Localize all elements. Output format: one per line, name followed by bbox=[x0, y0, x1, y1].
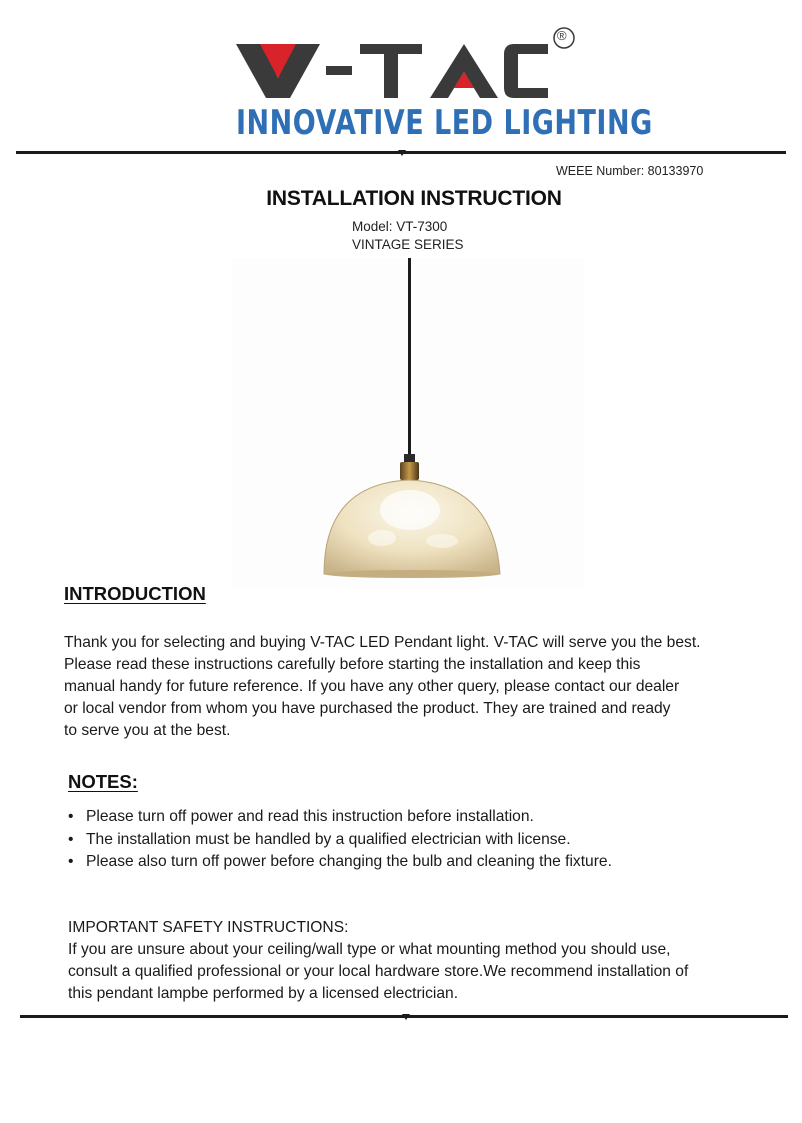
series-name: VINTAGE SERIES bbox=[352, 237, 464, 252]
vtac-logo bbox=[232, 26, 653, 143]
vtac-wordmark bbox=[232, 26, 584, 104]
safety-line: If you are unsure about your ceiling/wall type or what mounting method you should use, bbox=[68, 941, 671, 958]
intro-line: Please read these instructions carefully before starting the installation and keep this bbox=[64, 656, 641, 673]
brand-tagline: INNOVATIVE LED LIGHTING bbox=[236, 104, 653, 143]
intro-line: manual handy for future reference. If you have any other query, please contact our dealer bbox=[64, 678, 680, 695]
safety-heading: IMPORTANT SAFETY INSTRUCTIONS: bbox=[68, 919, 349, 936]
safety-section bbox=[68, 917, 688, 1005]
intro-line: Thank you for selecting and buying V-TAC LED Pendant light. V-TAC will serve you the best. bbox=[64, 634, 701, 651]
intro-line: to serve you at the best. bbox=[64, 722, 231, 739]
page-title: INSTALLATION INSTRUCTION bbox=[266, 187, 562, 210]
notes-heading: NOTES: bbox=[68, 771, 138, 792]
model-number: Model: VT-7300 bbox=[352, 219, 448, 234]
note-item: • The installation must be handled by a qualified electrician with license. bbox=[68, 830, 571, 848]
model-info bbox=[352, 218, 464, 254]
pendant-lamp-image bbox=[232, 258, 584, 588]
note-item: • Please also turn off power before changing the bulb and cleaning the fixture. bbox=[68, 853, 612, 870]
bottom-divider bbox=[20, 1015, 788, 1018]
weee-number: WEEE Number: 80133970 bbox=[556, 164, 704, 178]
notes-list bbox=[68, 806, 612, 874]
introduction-text bbox=[64, 632, 701, 742]
introduction-heading: INTRODUCTION bbox=[64, 583, 206, 604]
safety-line: this pendant lampbe performed by a licensed electrician. bbox=[68, 985, 459, 1002]
registered-mark: ® bbox=[557, 28, 567, 43]
top-divider bbox=[16, 151, 786, 154]
safety-line: consult a qualified professional or your local hardware store.We recommend installation of bbox=[68, 963, 689, 980]
note-item: • Please turn off power and read this instruction before installation. bbox=[68, 808, 534, 825]
intro-line: or local vendor from whom you have purchased the product. They are trained and ready bbox=[64, 700, 671, 717]
